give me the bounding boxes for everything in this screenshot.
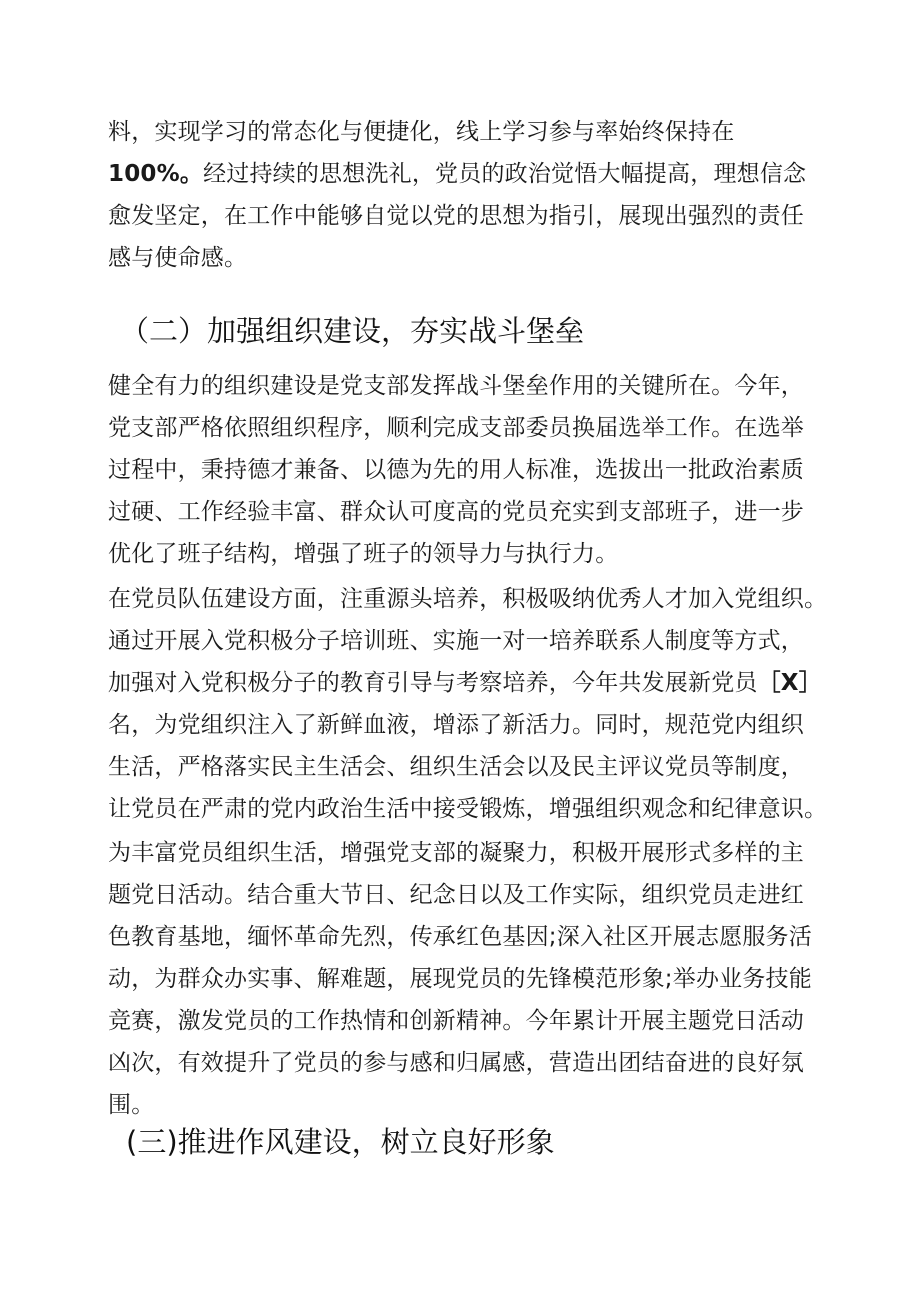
text-line: 让党员在严肃的党内政治生活中接受锻炼，增强组织观念和纪律意识。 bbox=[108, 796, 828, 822]
text-line: 凶次，有效提升了党员的参与感和归属感，营造出团结奋进的良好氛 bbox=[108, 1050, 804, 1076]
percent-value: 100%。 bbox=[108, 161, 204, 187]
text-line: 过程中，秉持德才兼备、以德为先的用人标准，选拔出一批政治素质 bbox=[108, 457, 804, 483]
text-line: 料，实现学习的常态化与便捷化，线上学习参与率始终保持在 bbox=[108, 119, 735, 145]
section-heading-3: (三)推进作风建设，树立良好形象 bbox=[126, 1125, 555, 1159]
text-line: 题党日活动。结合重大节日、纪念日以及工作实际，组织党员走进红 bbox=[108, 882, 804, 908]
text-line: 名，为党组织注入了新鲜血液，增添了新活力。同时，规范党内组织 bbox=[108, 712, 804, 738]
text-line: 过硬、工作经验丰富、群众认可度高的党员充实到支部班子，进一步 bbox=[108, 499, 804, 525]
text-line: 优化了班子结构，增强了班子的领导力与执行力。 bbox=[108, 541, 619, 567]
text-line-rest: 经过持续的思想洗礼，党员的政治觉悟大幅提高，理想信念 bbox=[203, 161, 807, 187]
text-line bbox=[108, 664, 822, 702]
text-line: 通过开展入党积极分子培训班、实施一对一培养联系人制度等方式， bbox=[108, 628, 804, 654]
section-heading-2: （二）加强组织建设，夯实战斗堡垒 bbox=[120, 314, 585, 348]
text-line: 围。 bbox=[108, 1092, 155, 1118]
text-line-start: 加强对入党积极分子的教育引导与考察培养，今年共发展新党员 bbox=[108, 670, 758, 696]
text-line: 党支部严格依照组织程序，顺利完成支部委员换届选举工作。在选举 bbox=[108, 415, 804, 441]
text-line: 色教育基地，缅怀革命先烈，传承红色基因;深入社区开展志愿服务活 bbox=[108, 924, 812, 950]
placeholder-count: ［X］ bbox=[757, 670, 822, 696]
text-line: 愈发坚定，在工作中能够自觉以党的思想为指引，展现出强烈的责任 bbox=[108, 203, 804, 229]
text-line: 动，为群众办实事、解难题，展现党员的先锋模范形象;举办业务技能 bbox=[108, 966, 812, 992]
text-line: 生活，严格落实民主生活会、组织生活会以及民主评议党员等制度， bbox=[108, 754, 804, 780]
text-line: 感与使命感。 bbox=[108, 245, 248, 271]
text-line bbox=[108, 155, 806, 193]
text-line: 健全有力的组织建设是党支部发挥战斗堡垒作用的关键所在。今年， bbox=[108, 373, 804, 399]
text-line: 在党员队伍建设方面，注重源头培养，积极吸纳优秀人才加入党组织。 bbox=[108, 586, 828, 612]
text-line: 竞赛，激发党员的工作热情和创新精神。今年累计开展主题党日活动 bbox=[108, 1008, 804, 1034]
text-line: 为丰富党员组织生活，增强党支部的凝聚力，积极开展形式多样的主 bbox=[108, 840, 804, 866]
